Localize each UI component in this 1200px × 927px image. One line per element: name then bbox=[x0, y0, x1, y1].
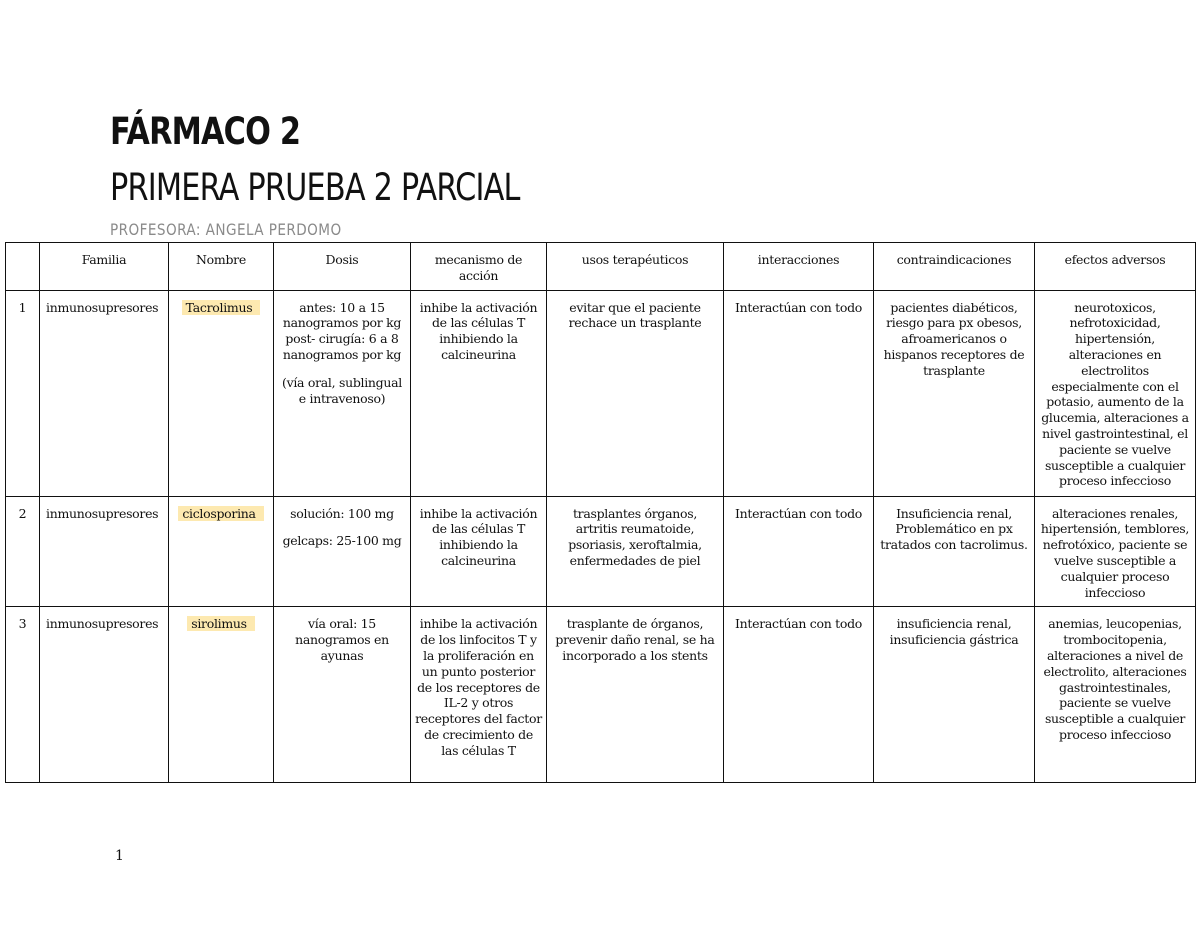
drug-name-highlight: sirolimus bbox=[187, 616, 255, 631]
cell-nombre bbox=[169, 607, 274, 783]
cell-dosis bbox=[274, 496, 411, 607]
cell-efectos: anemias, leucopenias, trombocitopenia, alteraciones a nivel de electrolito, alteraciones gastrointestinales, paciente se vuelve susceptible a cualquier proceso infeccioso bbox=[1035, 607, 1196, 783]
document-title: FÁRMACO 2 bbox=[110, 110, 301, 153]
cell-interacciones: Interactúan con todo bbox=[724, 607, 874, 783]
document-subtitle: PRIMERA PRUEBA 2 PARCIAL bbox=[110, 166, 520, 209]
cell-mecanismo: inhibe la activación de las células T inhibiendo la calcineurina bbox=[411, 496, 547, 607]
cell-mecanismo: inhibe la activación de los linfocitos T y la proliferación en un punto posterior de los receptores de IL-2 y otros receptores del factor de crecimiento de las células T bbox=[411, 607, 547, 783]
header-usos: usos terapéuticos bbox=[547, 243, 724, 291]
dosis-text: solución: 100 mg bbox=[290, 505, 394, 521]
dosis-text: gelcaps: 25-100 mg bbox=[282, 533, 402, 549]
dosis-text: (vía oral, sublingual e intravenoso) bbox=[282, 374, 402, 406]
drug-table bbox=[5, 242, 1196, 783]
cell-dosis bbox=[274, 290, 411, 496]
cell-efectos: alteraciones renales, hipertensión, temblores, nefrotóxico, paciente se vuelve susceptible a cualquier proceso infeccioso bbox=[1035, 496, 1196, 607]
cell-dosis bbox=[274, 607, 411, 783]
header-mecanismo: mecanismo de acción bbox=[411, 243, 547, 291]
header-efectos: efectos adversos bbox=[1035, 243, 1196, 291]
professor-line: PROFESORA: ANGELA PERDOMO bbox=[110, 220, 342, 239]
cell-interacciones: Interactúan con todo bbox=[724, 496, 874, 607]
header-nombre: Nombre bbox=[169, 243, 274, 291]
table-row bbox=[6, 496, 1196, 607]
cell-num: 2 bbox=[6, 496, 40, 607]
header-interacciones: interacciones bbox=[724, 243, 874, 291]
cell-contraindicaciones: insuficiencia renal, insuficiencia gástrica bbox=[874, 607, 1035, 783]
page-number: 1 bbox=[115, 848, 124, 864]
cell-efectos: neurotoxicos, nefrotoxicidad, hipertensión, alteraciones en electrolitos especialmente con el potasio, aumento de la glucemia, alteraciones a nivel gastrointestinal, el paciente se vuelve susceptible a cualquier proceso infeccioso bbox=[1035, 290, 1196, 496]
dosis-text: vía oral: 15 nanogramos en ayunas bbox=[295, 616, 389, 663]
cell-usos: trasplantes órganos, artritis reumatoide, psoriasis, xeroftalmia, enfermedades de piel bbox=[547, 496, 724, 607]
header-num bbox=[6, 243, 40, 291]
table-row bbox=[6, 607, 1196, 783]
cell-familia: inmunosupresores bbox=[40, 290, 169, 496]
cell-usos: evitar que el paciente rechace un trasplante bbox=[547, 290, 724, 496]
cell-num: 3 bbox=[6, 607, 40, 783]
dosis-text: antes: 10 a 15 nanogramos por kg post- cirugía: 6 a 8 nanogramos por kg bbox=[282, 299, 402, 362]
header-dosis: Dosis bbox=[274, 243, 411, 291]
cell-contraindicaciones: Insuficiencia renal, Problemático en px tratados con tacrolimus. bbox=[874, 496, 1035, 607]
cell-usos: trasplante de órganos, prevenir daño renal, se ha incorporado a los stents bbox=[547, 607, 724, 783]
header-familia: Familia bbox=[40, 243, 169, 291]
drug-name-highlight: ciclosporina bbox=[178, 506, 263, 521]
cell-familia: inmunosupresores bbox=[40, 496, 169, 607]
cell-nombre bbox=[169, 496, 274, 607]
table-header-row bbox=[6, 243, 1196, 291]
cell-familia: inmunosupresores bbox=[40, 607, 169, 783]
cell-contraindicaciones: pacientes diabéticos, riesgo para px obesos, afroamericanos o hispanos receptores de trasplante bbox=[874, 290, 1035, 496]
drug-name-highlight: Tacrolimus bbox=[182, 300, 261, 315]
cell-mecanismo: inhibe la activación de las células T inhibiendo la calcineurina bbox=[411, 290, 547, 496]
table-row bbox=[6, 290, 1196, 496]
header-contraindicaciones: contraindicaciones bbox=[874, 243, 1035, 291]
cell-nombre bbox=[169, 290, 274, 496]
cell-interacciones: Interactúan con todo bbox=[724, 290, 874, 496]
cell-num: 1 bbox=[6, 290, 40, 496]
